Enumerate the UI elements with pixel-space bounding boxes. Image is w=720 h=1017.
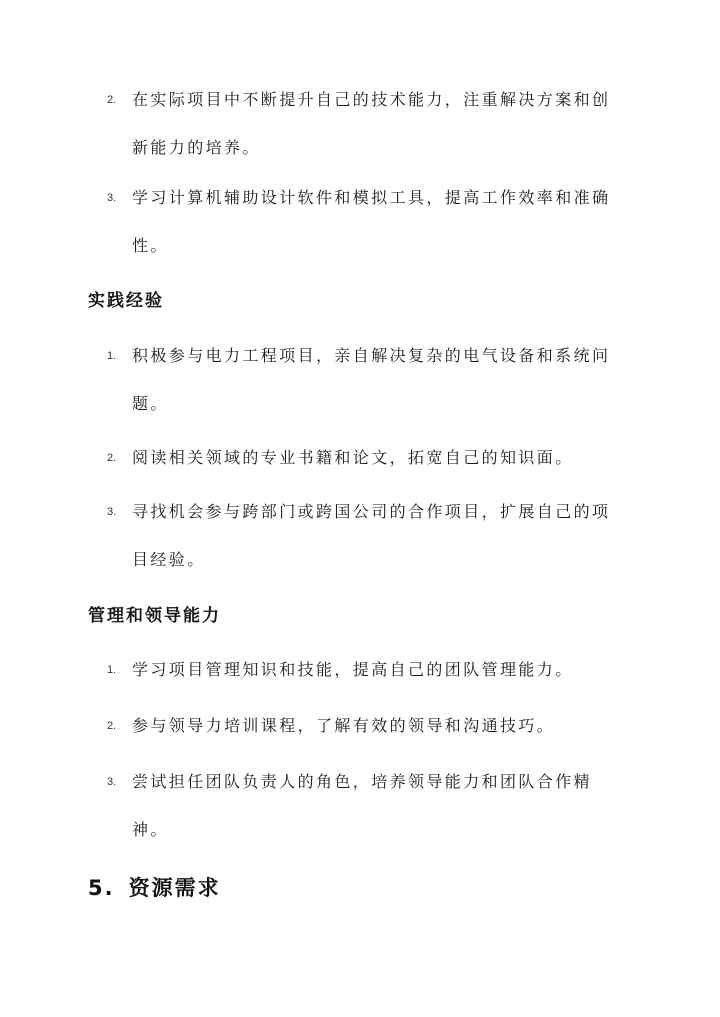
list-item [107,434,627,482]
list-item-number: 2. [107,94,117,106]
list-item-text: 学习项目管理知识和技能，提高自己的团队管理能力。 [132,660,574,679]
section-heading-practice: 实践经验 [88,291,164,311]
section-number: 5. [88,876,115,900]
list-item-text: 寻找机会参与跨部门或跨国公司的合作项目，扩展自己的项目经验。 [132,502,611,569]
list-item-text: 学习计算机辅助设计软件和模拟工具，提高工作效率和准确性。 [132,188,611,255]
section-title-resources [88,872,221,902]
list-item-text: 阅读相关领域的专业书籍和论文，拓宽自己的知识面。 [132,448,574,467]
list-item-number: 3. [107,192,117,204]
list-item-number: 3. [107,776,117,788]
list-item-text: 参与领导力培训课程，了解有效的领导和沟通技巧。 [132,716,556,735]
list-item-number: 2. [107,452,117,464]
list-item [107,758,627,854]
list-item [107,702,627,750]
list-item [107,646,627,694]
list-item-number: 1. [107,664,117,676]
list-item-text: 积极参与电力工程项目，亲自解决复杂的电气设备和系统问题。 [132,346,611,413]
list-item-number: 3. [107,506,117,518]
list-item-number: 1. [107,350,117,362]
list-item-text: 在实际项目中不断提升自己的技术能力，注重解决方案和创新能力的培养。 [132,90,611,157]
list-item [107,174,627,270]
list-item [107,332,627,428]
list-item [107,76,627,172]
section-title-text: 资源需求 [128,876,221,900]
list-item [107,488,627,584]
list-item-number: 2. [107,720,117,732]
list-item-text: 尝试担任团队负责人的角色，培养领导能力和团队合作精神。 [132,772,593,839]
section-heading-leadership: 管理和领导能力 [88,606,221,626]
